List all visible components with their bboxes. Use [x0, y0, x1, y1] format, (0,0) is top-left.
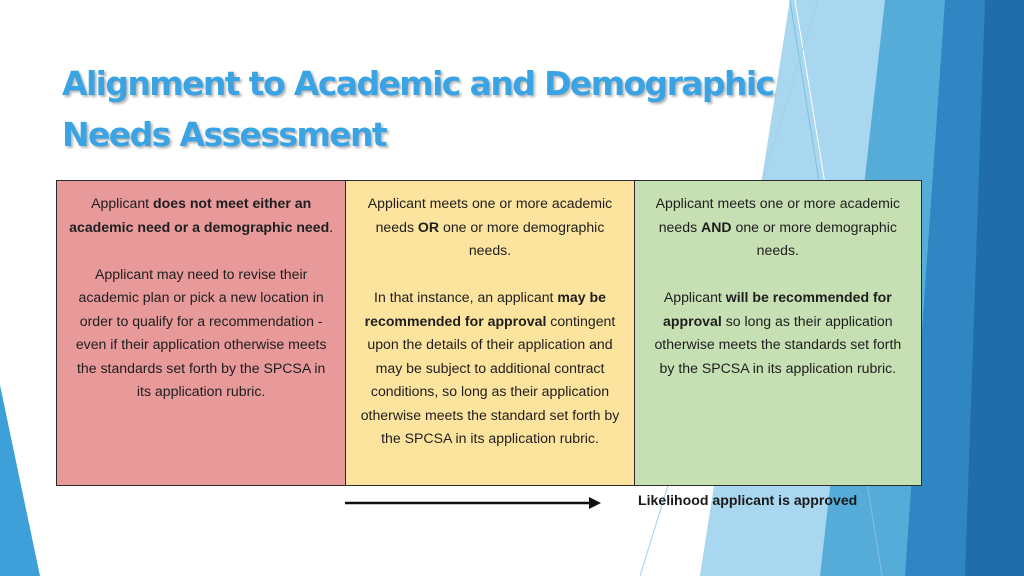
column-3-paragraph-1: Applicant meets one or more academic needs AND one or more demographic needs. [655, 195, 901, 258]
page-title-line-2: Needs Assessment [62, 115, 387, 154]
likelihood-arrow [343, 494, 605, 512]
column-2-paragraph-1: Applicant meets one or more academic needs OR one or more demographic needs. [367, 195, 613, 258]
page-title [62, 58, 782, 160]
column-3-paragraph-2: Applicant will be recommended for approval so long as their application otherwise meets the standards set forth by the SPCSA in its application rubric. [654, 289, 902, 376]
assessment-table [56, 180, 922, 486]
column-2-paragraph-2: In that instance, an applicant may be recommended for approval contingent upon the details of their application and may be subject to additional contract conditions, so long as their application otherwise meets the standard set forth by the SPCSA in its application rubric. [360, 289, 620, 446]
likelihood-label: Likelihood applicant is approved [638, 492, 858, 508]
page-title-line-1: Alignment to Academic and Demographic [62, 64, 774, 103]
column-one-need-met [345, 181, 633, 485]
column-both-needs-met [634, 181, 921, 485]
column-no-need-met [57, 181, 345, 485]
column-1-paragraph-1: Applicant does not meet either an academic need or a demographic need. [69, 195, 334, 235]
column-1-paragraph-2: Applicant may need to revise their academic plan or pick a new location in order to qualify for a recommendation - even if their application otherwise meets the standards set forth by the SPCSA in its application rubric. [75, 265, 327, 399]
